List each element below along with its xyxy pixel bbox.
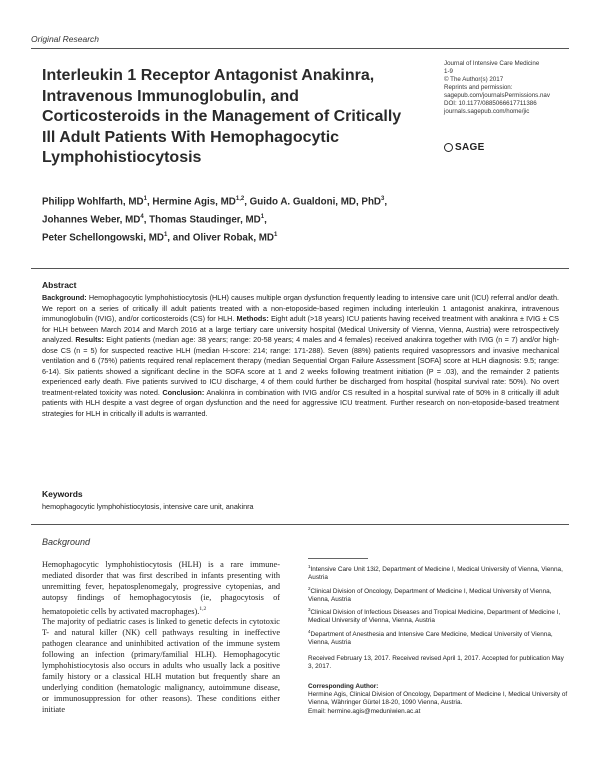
corresponding-email[interactable]: Email: hermine.agis@meduniwien.ac.at <box>308 707 421 715</box>
reprints-label: Reprints and permission: <box>444 84 513 91</box>
abstract-heading: Abstract <box>42 280 77 290</box>
author: Philipp Wohlfarth, MD <box>42 196 144 208</box>
abstract-conclusion-text: Anakinra in combination with IVIG and/or CS resulted in a hospital survival rate of 50% in 8 critically ill adult patients with HLH despite a vast degree of organ dysfunction and the need for aggressive ICU treatment. Further research on non-etoposide-based treatment strategies for HLH in critically ill adults is warranted. <box>42 387 559 418</box>
footnote-rule <box>308 558 368 559</box>
affiliation-sup: 1 <box>308 564 311 569</box>
author-sup: 1 <box>143 196 147 202</box>
publisher-logo <box>444 142 485 153</box>
author-sep: , <box>143 214 150 226</box>
doi[interactable]: DOI: 10.1177/0885066617711386 <box>444 100 537 107</box>
author-sep: , <box>384 196 388 208</box>
author: Thomas Staudinger, MD <box>149 214 261 226</box>
abstract-methods-label: Methods: <box>234 314 269 323</box>
author-sup: 1 <box>260 213 265 220</box>
author-list <box>42 192 512 245</box>
background-heading: Background <box>42 537 91 547</box>
journal-meta <box>444 60 574 116</box>
abstract-body <box>42 293 559 419</box>
affiliation-item <box>308 606 570 626</box>
publisher-name: SAGE <box>455 142 485 153</box>
article-title: Interleukin 1 Receptor Antagonist Anakinra, Intravenous Immunoglobulin, and Corticosteroids in the Management of Critically Ill Adult Patients With Hemophagocytic Lymphohistiocytosis <box>42 67 402 166</box>
corresponding-heading: Corresponding Author: <box>308 683 379 690</box>
reprints-link[interactable]: sagepub.com/journalsPermissions.nav <box>444 92 550 99</box>
author-sep: , <box>264 214 267 226</box>
affiliation-text: Department of Anesthesia and Intensive Care Medicine, Medical University of Vienna, Vienna, Austria <box>308 630 553 646</box>
background-body <box>42 560 280 715</box>
affiliation-item <box>308 563 570 583</box>
author: Hermine Agis, MD <box>152 196 236 208</box>
author-sup: 3 <box>381 196 385 202</box>
background-para-b: The majority of pediatric cases is linked to genetic defects in cytotoxic T- and natural killer (NK) cell pathways resulting in ineffective pathogen clearance and uninhibited activation of the immune system following an infection (primary/familial HLH). Hemophagocytic lymphohistiocytosis also occurs in adults who usually lack a positive family history or a classical HLH mutation but frequently share an underlying condition (hematologic malignancy, autoimmune disease, or immunosuppression for other reasons). These conditions either initiate <box>42 617 280 714</box>
abstract-rule <box>31 268 569 269</box>
keywords-rule <box>31 524 569 525</box>
affiliation-text: Clinical Division of Infectious Diseases and Tropical Medicine, Department of Medicine I, Medical University of Vienna, Vienna, Austria <box>308 609 561 625</box>
affiliation-item <box>308 628 570 648</box>
abstract-background-text: Hemophagocytic lymphohistiocytosis (HLH) causes multiple organ dysfunction frequently leading to intensive care unit (ICU) referral and/or death. We report on a series of critically ill adult patients treated with a non-etoposide-based regimen including interleukin 1 antagonist anakinra, intravenous immunoglobulin (IVIG), and/or corticosteroids (CS) for HLH. <box>42 293 559 323</box>
corresponding-author <box>308 683 570 716</box>
corresponding-text: Hermine Agis, Clinical Division of Oncology, Department of Medicine I, Medical University of Vienna, Währinger Gürtel 18-20, 1090 Vienna, Austria. <box>308 691 568 707</box>
abstract-background-label: Background: <box>42 293 87 302</box>
author: Guido A. Gualdoni, MD, PhD <box>249 196 382 208</box>
affiliation-text: Clinical Division of Oncology, Department of Medicine I, Medical University of Vienna, Vienna, Austria <box>308 587 552 603</box>
author: Johannes Weber, MD <box>42 214 141 226</box>
author-sep: , <box>244 196 250 208</box>
journal-link[interactable]: journals.sagepub.com/home/jic <box>444 108 530 115</box>
affiliation-text: Intensive Care Unit 13i2, Department of Medicine I, Medical University of Vienna, Vienna, Austria <box>308 566 563 582</box>
author-sep: , <box>146 196 153 208</box>
affiliation-item <box>308 585 570 605</box>
keywords-text: hemophagocytic lymphohistiocytosis, intensive care unit, anakinra <box>42 502 254 511</box>
author-sup: 1 <box>274 231 278 238</box>
abstract-methods-text: Eight adult (>18 years) ICU patients having received treatment with anakinra ± IVIG ± CS for HLH between March 2014 and March 2016 at a large tertiary care university hospital (Medical University of Vienna, Vienna, Austria) were retrospectively analyzed. <box>42 314 560 344</box>
affiliation-sup: 4 <box>308 628 311 634</box>
journal-name: Journal of Intensive Care Medicine <box>444 60 540 67</box>
abstract-conclusion-label: Conclusion: <box>159 387 205 397</box>
citation-sup[interactable]: 1,2 <box>199 605 207 612</box>
abstract-results-text: Eight patients (median age: 38 years; range: 20-58 years; 4 males and 4 females) received anakinra together with IVIG (n = 7) and/or high-dose CS (n = 5) for suspected reactive HLH (median H-score: 214; range: 171-288). Seven (88%) patients required vasopressors and invasive mechanical ventilation and 6 (75%) patients required renal replacement therapy (median Sequential Organ Failure Assessment [SOFA] score at HLH diagnosis: 9.5; range: 6-14). Six patients showed a significant decline in the SOFA score at 1 and 2 weeks following treatment initiation (P = .03), and the remainder 2 patients experienced early death. Five patients survived to ICU discharge, 4 of them could further be discharged from hospital (hospital survival rate: 50%). No overt treatment-related toxicity was noted. <box>42 335 559 397</box>
keywords-heading: Keywords <box>42 489 83 499</box>
abstract-results-label: Results: <box>73 335 104 344</box>
author-sup: 4 <box>140 213 144 220</box>
affiliation-sup: 3 <box>308 607 311 613</box>
copyright: © The Author(s) 2017 <box>444 76 504 83</box>
journal-pages: 1-9 <box>444 68 453 75</box>
section-label: Original Research <box>31 34 100 44</box>
author-sup: 1,2 <box>235 196 245 202</box>
author: Peter Schellongowski, MD <box>42 231 164 243</box>
sage-mark-icon <box>444 143 453 152</box>
header-rule <box>31 48 569 49</box>
author-sup: 1 <box>163 231 168 238</box>
affiliation-sup: 2 <box>308 585 311 591</box>
author: Oliver Robak, MD <box>192 231 275 243</box>
received-dates: Received February 13, 2017. Received revised April 1, 2017. Accepted for publication May 3, 2017. <box>308 655 564 671</box>
author-and: , and <box>167 231 193 243</box>
affiliations <box>308 563 570 649</box>
background-para-a: Hemophagocytic lymphohistiocytosis (HLH) is a rare immune-mediated disorder that was first described in infants presenting with unremitting fever, hepatosplenomegaly, progressive cytopenias, and autopsy findings of hemophagocytosis (ie, phagocytosis of hematopoietic cells by activated macrophages). <box>42 560 280 616</box>
